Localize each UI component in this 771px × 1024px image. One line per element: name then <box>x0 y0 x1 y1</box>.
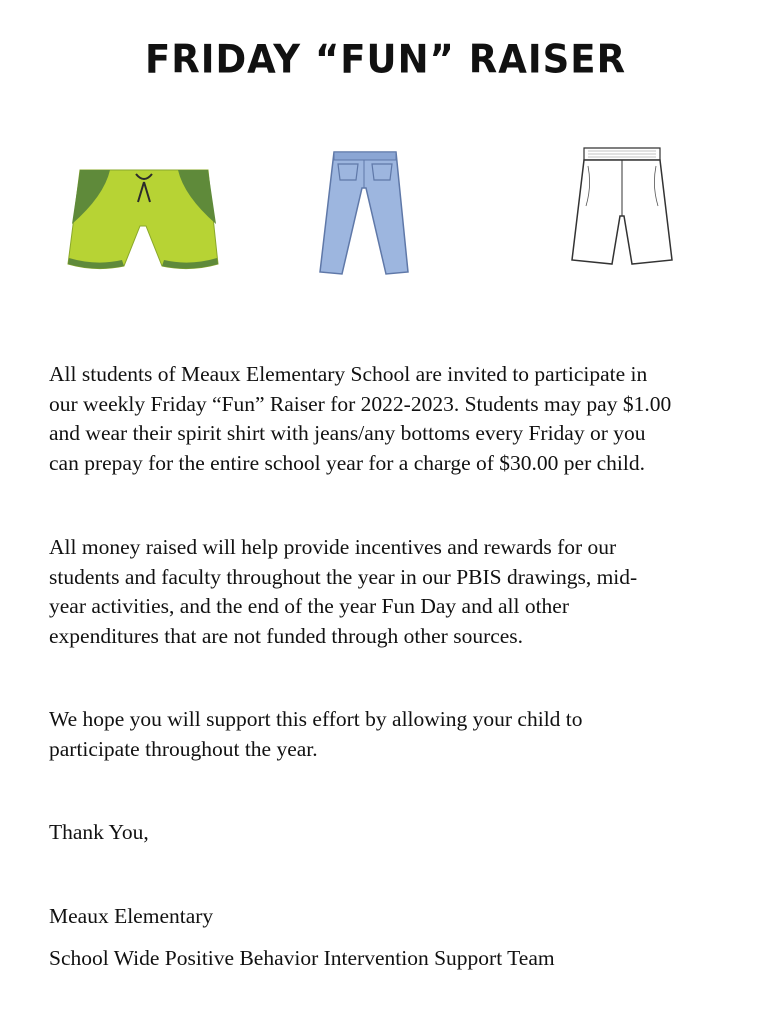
signature-team: School Wide Positive Behavior Intervention Support Team <box>49 946 555 970</box>
text-line: expenditures that are not funded through other sources. <box>49 623 524 648</box>
text-line: year activities, and the end of the year Fun Day and all other <box>49 594 569 618</box>
paragraph-invitation <box>49 360 729 478</box>
paragraph-purpose <box>49 533 729 651</box>
signature-school: Meaux Elementary <box>49 904 214 928</box>
text-line: participate throughout the year. <box>49 736 318 761</box>
green-shorts-icon <box>66 166 221 276</box>
blue-jeans-icon <box>316 148 412 276</box>
paragraph-support <box>49 705 729 764</box>
text-line: students and faculty throughout the year in our PBIS drawings, mid- <box>49 564 638 589</box>
page-title: FRIDAY “FUN” RAISER <box>144 36 627 83</box>
text-line: All students of Meaux Elementary School are invited to participate in <box>49 362 648 386</box>
text-line: can prepay for the entire school year for a charge of $30.00 per child. <box>49 450 645 475</box>
text-line: We hope you will support this effort by allowing your child to <box>49 707 583 731</box>
text-line: our weekly Friday “Fun” Raiser for 2022-2023. Students may pay $1.00 <box>49 391 672 416</box>
white-shorts-icon <box>568 146 676 268</box>
text-line: and wear their spirit shirt with jeans/any bottoms every Friday or you <box>49 421 646 445</box>
clothing-illustrations <box>0 140 771 280</box>
text-line: All money raised will help provide incentives and rewards for our <box>49 535 617 559</box>
closing-text: Thank You, <box>49 820 149 844</box>
